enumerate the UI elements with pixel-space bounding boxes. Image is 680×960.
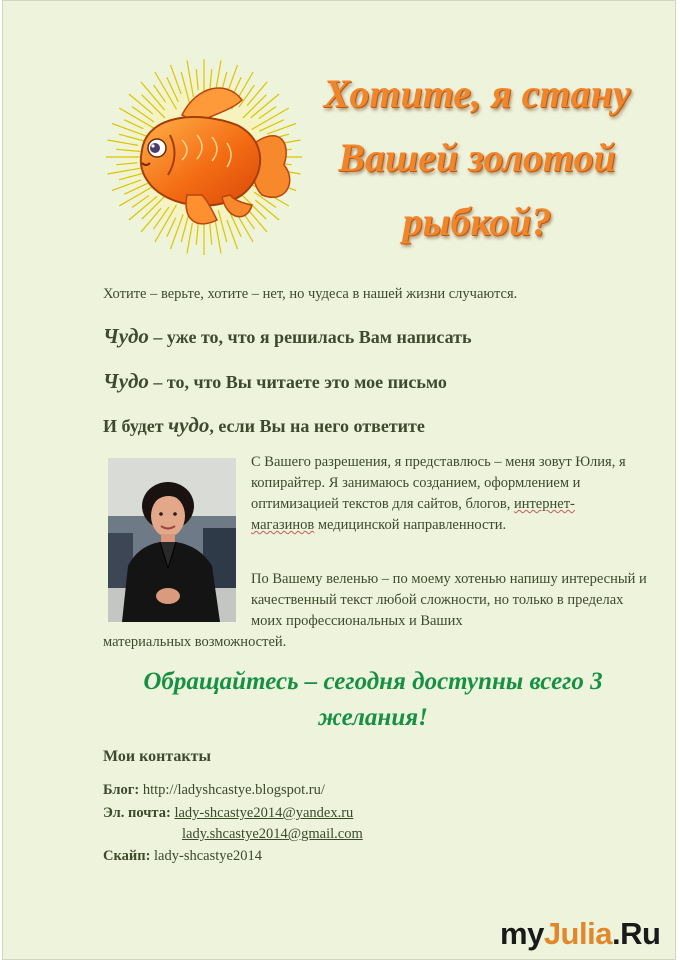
blog-link[interactable]: http://ladyshcastye.blogspot.ru/ — [139, 782, 325, 798]
document-page — [2, 0, 676, 960]
headline-line-2: Вашей золотой — [338, 135, 616, 180]
watermark-mid: Julia — [543, 916, 612, 951]
miracle-word: чудо — [168, 413, 210, 437]
skype-label: Скайп: — [103, 848, 151, 864]
contacts-heading: Мои контакты — [103, 748, 211, 765]
contact-email-2 — [182, 826, 363, 843]
miracle-word: Чудо — [103, 369, 149, 393]
call-to-action — [103, 664, 643, 736]
portrait-icon — [108, 458, 236, 622]
email-label — [103, 805, 171, 821]
watermark-suffix: .Ru — [611, 916, 661, 951]
site-watermark — [500, 916, 660, 952]
goldfish-illustration — [102, 55, 307, 260]
about-p1-before: С Вашего разрешения, я представлюсь – меня зовут Юлия, я копирайтер. Я занимаюсь созданием, оформлением и оптимизацией текстов для сайтов, блогов, — [251, 454, 626, 512]
email-link-2[interactable]: lady.shcastye2014@gmail.com — [182, 826, 363, 842]
miracle-line-3 — [103, 413, 425, 438]
miracle-line-1 — [103, 324, 471, 349]
about-paragraph-1 — [251, 452, 636, 536]
miracle-text: – уже то, что я решилась Вам написать — [148, 327, 472, 347]
cta-line-1: Обращайтесь – сегодня доступны всего 3 — [143, 668, 603, 695]
goldfish-icon — [102, 55, 307, 260]
skype-value: lady-shcastye2014 — [150, 848, 262, 864]
watermark-prefix: my — [500, 916, 544, 951]
headline-line-1: Хотите, я стану — [323, 71, 631, 116]
miracle-word: Чудо — [103, 324, 149, 348]
email-link-1[interactable]: lady-shcastye2014@yandex.ru — [174, 805, 354, 821]
miracle-text: , если Вы на него ответите — [209, 416, 425, 436]
contact-email — [103, 805, 353, 822]
about-paragraph-2-tail: материальных возможностей. — [103, 634, 287, 650]
portrait-photo — [108, 458, 236, 622]
cta-line-2: желания! — [318, 704, 428, 731]
about-p1-after: медицинской направленности. — [314, 517, 507, 533]
blog-label: Блог: — [103, 782, 140, 798]
headline-line-3: рыбкой? — [402, 199, 552, 244]
about-p1-link: интернет-магазинов — [251, 496, 575, 533]
intro-text: Хотите – верьте, хотите – нет, но чудеса в нашей жизни случаются. — [103, 286, 518, 302]
headline — [302, 62, 652, 254]
miracle-prefix: И будет — [103, 416, 169, 436]
miracle-line-2 — [103, 369, 447, 394]
miracle-text: – то, что Вы читаете это мое письмо — [148, 372, 447, 392]
contact-blog — [103, 782, 325, 799]
email-label-text: Эл. почта: — [103, 805, 171, 821]
about-paragraph-2: По Вашему веленью – по моему хотенью напишу интересный и качественный текст любой сложности, но только в пределах моих профессиональных и Ваших — [251, 571, 647, 629]
contact-skype — [103, 848, 262, 865]
